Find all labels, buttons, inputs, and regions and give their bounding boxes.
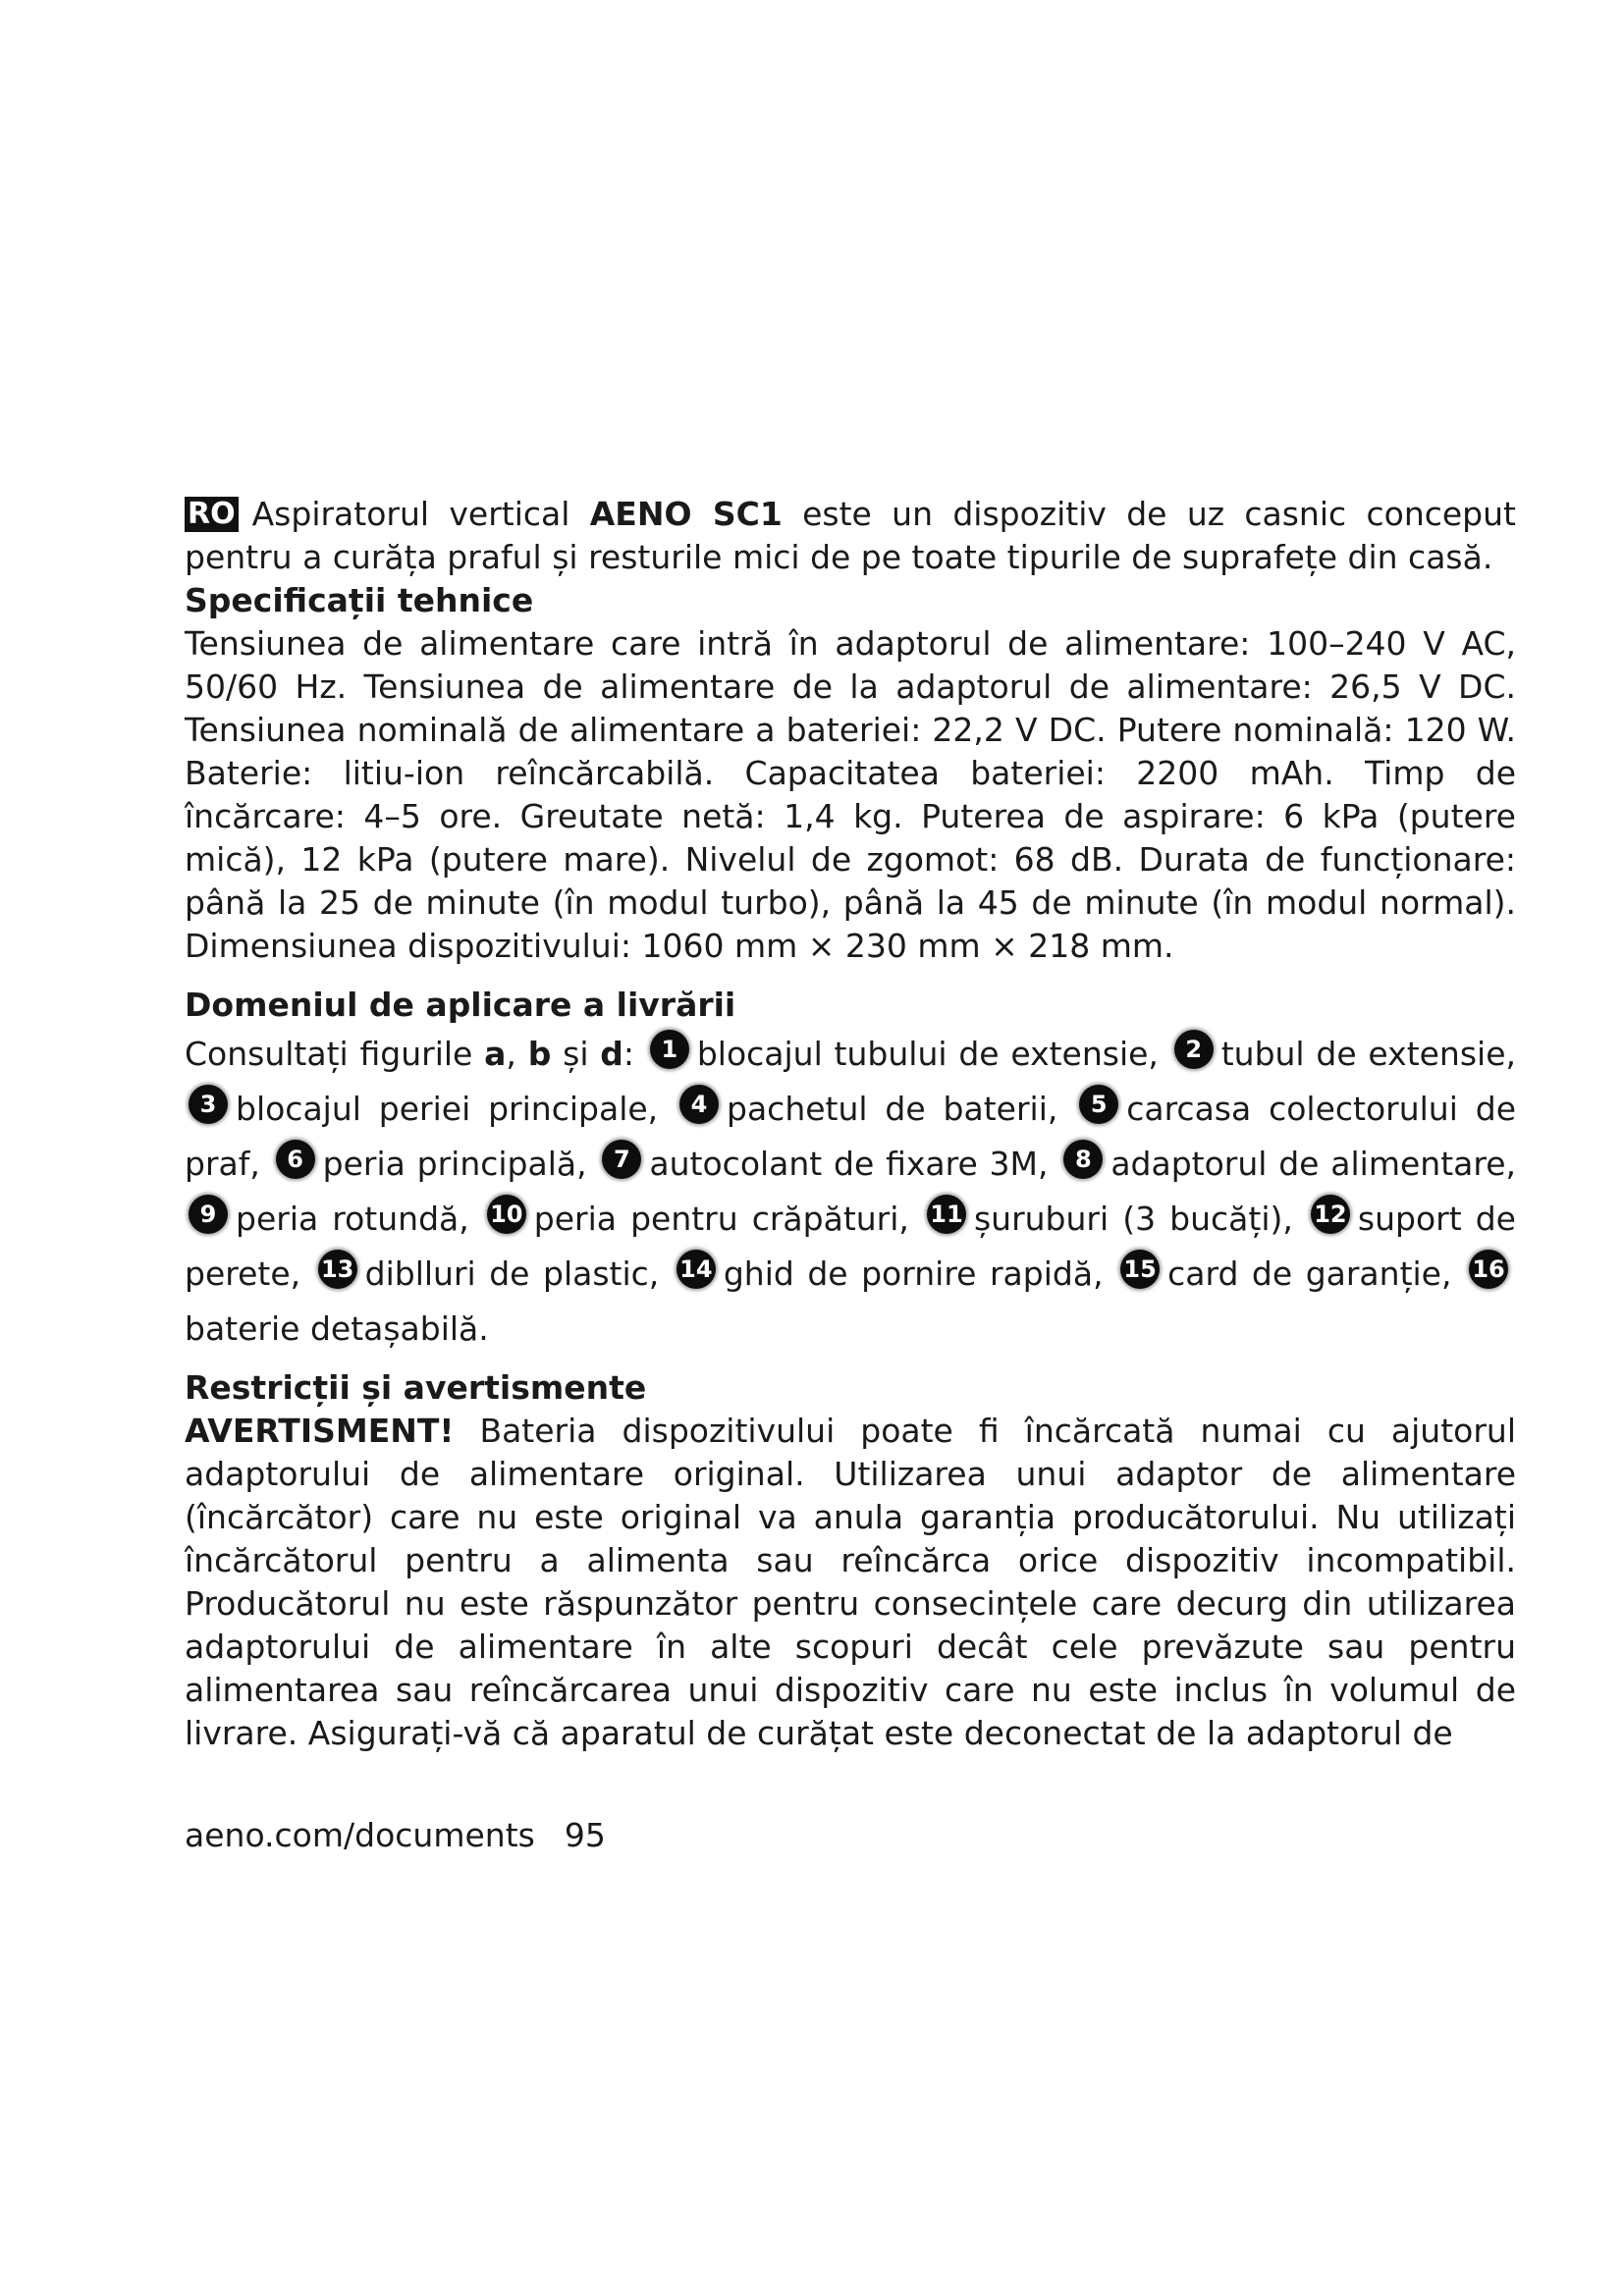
warning-label: AVERTISMENT! xyxy=(185,1412,455,1450)
scope-item: peria rotundă, xyxy=(236,1200,483,1238)
scope-heading: Domeniul de aplicare a livrării xyxy=(185,986,736,1024)
scope-item: peria principală, xyxy=(322,1145,599,1183)
item-number-badge: 1 xyxy=(650,1030,689,1069)
scope-separator: și xyxy=(551,1035,601,1073)
item-number-badge: 5 xyxy=(1079,1085,1118,1124)
scope-item: suport de perete, xyxy=(185,1200,1516,1293)
page-number: 95 xyxy=(564,1816,606,1854)
scope-list xyxy=(185,1027,1516,1357)
item-number-badge: 4 xyxy=(679,1085,719,1124)
scope-item: baterie detașabilă. xyxy=(185,1309,489,1348)
figure-d-ref: d xyxy=(600,1035,623,1073)
language-badge: RO xyxy=(185,497,239,532)
item-number-badge: 7 xyxy=(602,1140,641,1179)
page-footer xyxy=(185,1814,606,1857)
scope-item: autocolant de fixare 3M, xyxy=(649,1145,1060,1183)
warning-text: Bateria dispozitivului poate fi încărcată numai cu ajutorul adaptorului de alimentare original. Utilizarea unui adaptor de alimentare (încărcător) care nu este original va anula garanția producătorului. Nu utilizați încărcătorul pentru a alimenta sau reîncărca orice dispozitiv incompatibil. Producătorul nu este răspunzător pentru consecințele care decurg din utilizarea adaptorului de alimentare în alte scopuri decât cele prevăzute sau pentru alimentarea sau reîncărcarea unui dispozitiv care nu este inclus în volumul de livrare. Asigurați-vă că aparatul de curățat este deconectat de la adaptorul de xyxy=(185,1412,1516,1752)
item-number-badge: 11 xyxy=(927,1195,966,1234)
item-number-badge: 10 xyxy=(487,1195,526,1234)
scope-item: card de garanție, xyxy=(1167,1255,1466,1293)
scope-item: diblluri de plastic, xyxy=(364,1255,673,1293)
documents-url: aeno.com/documents xyxy=(185,1816,535,1854)
item-number-badge: 3 xyxy=(189,1085,228,1124)
scope-item: adaptorul de alimentare, xyxy=(1110,1145,1516,1183)
warnings-body xyxy=(185,1410,1516,1755)
item-number-badge: 8 xyxy=(1063,1140,1103,1179)
specs-body: Tensiunea de alimentare care intră în adaptorul de alimentare: 100–240 V AC, 50/60 Hz. Tensiunea de alimentare de la adaptorul de alimentare: 26,5 V DC. Tensiunea nominală de alimentare a bateriei: 22,2 V DC. Putere nominală: 120 W. Baterie: litiu-ion reîncărcabilă. Capacitatea bateriei: 2200 mAh. Timp de încărcare: 4–5 ore. Greutate netă: 1,4 kg. Puterea de aspirare: 6 kPa (putere mică), 12 kPa (putere mare). Nivelul de zgomot: 68 dB. Durata de funcționare: până la 25 de minute (în modul turbo), până la 45 de minute (în modul normal). Dimensiunea dispozitivului: 1060 mm × 230 mm × 218 mm. xyxy=(185,624,1516,965)
item-number-badge: 6 xyxy=(276,1140,315,1179)
product-name: AENO SC1 xyxy=(589,495,783,533)
scope-colon: : xyxy=(623,1035,635,1073)
item-number-badge: 12 xyxy=(1311,1195,1350,1234)
item-number-badge: 16 xyxy=(1469,1250,1508,1289)
scope-item: pachetul de baterii, xyxy=(727,1090,1076,1128)
scope-item: blocajul tubului de extensie, xyxy=(696,1035,1170,1073)
scope-separator: , xyxy=(506,1035,528,1073)
intro-paragraph xyxy=(185,493,1516,579)
intro-text-start: Aspiratorul vertical xyxy=(251,495,590,533)
figure-a-ref: a xyxy=(484,1035,507,1073)
item-number-badge: 14 xyxy=(677,1250,716,1289)
figure-b-ref: b xyxy=(527,1035,552,1073)
scope-lead: Consultați figurile xyxy=(185,1035,485,1073)
item-number-badge: 15 xyxy=(1120,1250,1160,1289)
intro-text-end: este un dispozitiv de uz casnic conceput pentru a curăța praful și resturile mici de pe toate tipurile de suprafețe din casă. xyxy=(185,495,1516,576)
scope-item: ghid de pornire rapidă, xyxy=(723,1255,1117,1293)
item-number-badge: 9 xyxy=(189,1195,228,1234)
item-number-badge: 2 xyxy=(1174,1030,1214,1069)
scope-item: blocajul periei principale, xyxy=(236,1090,677,1128)
scope-item: peria pentru crăpături, xyxy=(533,1200,923,1238)
scope-item: șuruburi (3 bucăți), xyxy=(973,1200,1307,1238)
specs-heading: Specificații tehnice xyxy=(185,581,534,619)
document-page xyxy=(185,493,1516,1755)
scope-item: carcasa colectorului de praf, xyxy=(185,1090,1516,1183)
warnings-heading: Restricții și avertismente xyxy=(185,1368,647,1407)
scope-item: tubul de extensie, xyxy=(1220,1035,1516,1073)
item-number-badge: 13 xyxy=(318,1250,357,1289)
